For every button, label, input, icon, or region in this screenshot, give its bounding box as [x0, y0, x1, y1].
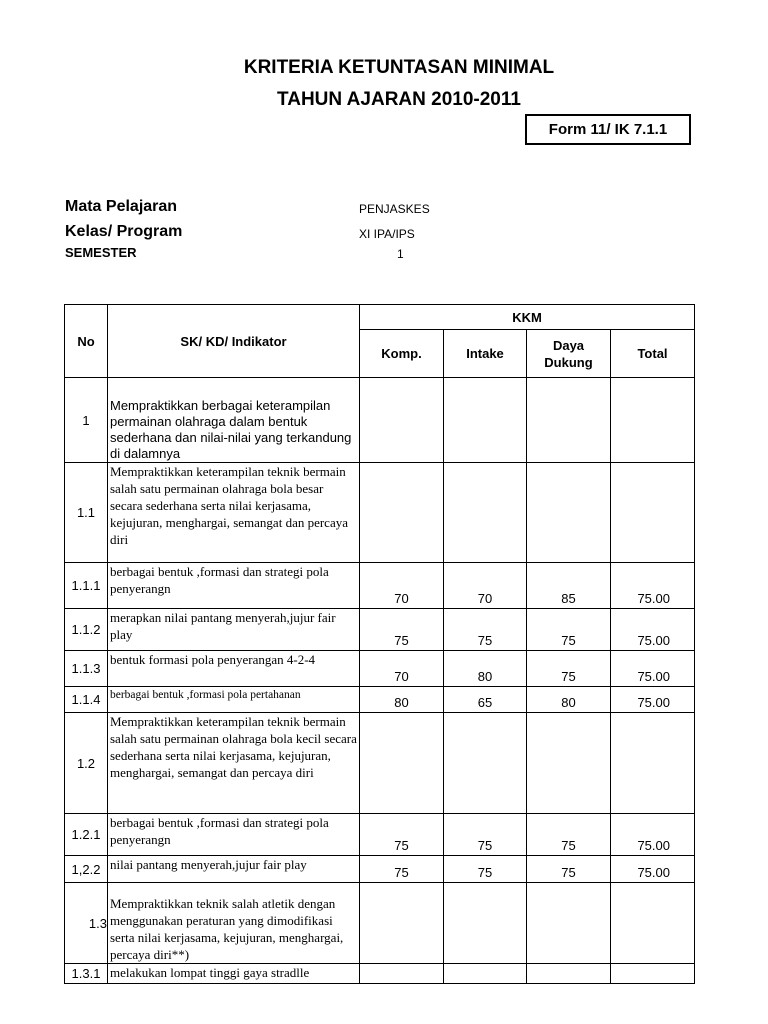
row-no: 1.1.1 [65, 563, 108, 609]
table-row [65, 856, 695, 883]
row-desc: Mempraktikkan berbagai keterampilan permainan olahraga dalam bentuk sederhana dan nilai-nilai yang terkandung di dalamnya [108, 378, 360, 463]
row-desc: merapkan nilai pantang menyerah,jujur fair play [108, 609, 360, 651]
row-intake: 80 [444, 651, 527, 687]
header-daya-dukung [527, 330, 611, 378]
row-komp: 80 [360, 687, 444, 713]
row-total: 75.00 [611, 651, 695, 687]
row-total [611, 463, 695, 563]
row-daya: 80 [527, 687, 611, 713]
table-row [65, 651, 695, 687]
row-daya: 75 [527, 651, 611, 687]
row-desc: Mempraktikkan keterampilan teknik bermain salah satu permainan olahraga bola besar secara sederhana serta nilai kerjasama, kejujuran, menghargai, semangat dan percaya diri [108, 463, 360, 563]
row-daya [527, 378, 611, 463]
row-no: 1.3 [65, 883, 108, 964]
row-desc: berbagai bentuk ,formasi dan strategi pola penyerangn [108, 563, 360, 609]
header-daya-line2: Dukung [544, 354, 593, 370]
row-komp: 75 [360, 609, 444, 651]
row-daya [527, 883, 611, 964]
row-total [611, 713, 695, 814]
table-row [65, 883, 695, 964]
header-intake: Intake [444, 330, 527, 378]
row-intake [444, 964, 527, 984]
row-daya: 75 [527, 609, 611, 651]
semester-value: 1 [397, 247, 404, 261]
row-komp: 70 [360, 651, 444, 687]
row-intake: 65 [444, 687, 527, 713]
row-total [611, 883, 695, 964]
header-total: Total [611, 330, 695, 378]
row-intake: 75 [444, 609, 527, 651]
row-daya [527, 964, 611, 984]
row-desc: Mempraktikkan teknik salah atletik dengan menggunakan peraturan yang dimodifikasi serta nilai kerjasama, kejujuran, menghargai, percaya diri**) [108, 883, 360, 964]
row-no: 1.1.2 [65, 609, 108, 651]
table-row [65, 964, 695, 984]
table-row [65, 378, 695, 463]
row-total [611, 378, 695, 463]
row-no: 1 [65, 378, 108, 463]
header-komp: Komp. [360, 330, 444, 378]
row-komp [360, 463, 444, 563]
kkm-table [64, 304, 695, 984]
header-daya-line1: Daya [552, 337, 585, 353]
row-intake: 75 [444, 814, 527, 856]
row-desc: melakukan lompat tinggi gaya stradlle [108, 964, 360, 984]
row-komp [360, 964, 444, 984]
class-label: Kelas/ Program [65, 223, 183, 240]
table-row [65, 563, 695, 609]
row-komp: 70 [360, 563, 444, 609]
row-daya: 85 [527, 563, 611, 609]
row-total: 75.00 [611, 687, 695, 713]
table-row [65, 609, 695, 651]
row-daya [527, 713, 611, 814]
row-no: 1.1.3 [65, 651, 108, 687]
row-total: 75.00 [611, 563, 695, 609]
row-total: 75.00 [611, 856, 695, 883]
row-intake [444, 883, 527, 964]
row-daya: 75 [527, 856, 611, 883]
row-desc: berbagai bentuk ,formasi dan strategi pola penyerangn [108, 814, 360, 856]
row-komp [360, 713, 444, 814]
form-code-box: Form 11/ IK 7.1.1 [525, 114, 691, 145]
row-komp: 75 [360, 856, 444, 883]
row-intake [444, 378, 527, 463]
row-intake: 75 [444, 856, 527, 883]
header-indicator: SK/ KD/ Indikator [108, 305, 360, 378]
row-daya [527, 463, 611, 563]
row-total [611, 964, 695, 984]
semester-label: SEMESTER [65, 245, 137, 260]
row-no: 1.1.4 [65, 687, 108, 713]
row-desc: berbagai bentuk ,formasi pola pertahanan [108, 687, 360, 713]
table-row [65, 713, 695, 814]
document-title: KRITERIA KETUNTASAN MINIMAL [243, 57, 555, 78]
subject-value: PENJASKES [359, 202, 430, 216]
row-intake: 70 [444, 563, 527, 609]
table-row [65, 463, 695, 563]
row-komp [360, 378, 444, 463]
row-no: 1.3.1 [65, 964, 108, 984]
row-komp: 75 [360, 814, 444, 856]
subject-label: Mata Pelajaran [65, 198, 178, 215]
row-desc: nilai pantang menyerah,jujur fair play [108, 856, 360, 883]
row-no: 1,2.2 [65, 856, 108, 883]
row-intake [444, 713, 527, 814]
header-kkm: KKM [360, 305, 695, 330]
header-no: No [65, 305, 108, 378]
row-total: 75.00 [611, 814, 695, 856]
row-intake [444, 463, 527, 563]
row-no: 1.1 [65, 463, 108, 563]
row-desc: Mempraktikkan keterampilan teknik bermain salah satu permainan olahraga bola kecil secara sederhana serta nilai kerjasama, kejujuran, menghargai, semangat dan percaya diri [108, 713, 360, 814]
row-no: 1.2.1 [65, 814, 108, 856]
row-desc: bentuk formasi pola penyerangan 4-2-4 [108, 651, 360, 687]
row-daya: 75 [527, 814, 611, 856]
row-total: 75.00 [611, 609, 695, 651]
academic-year-title: TAHUN AJARAN 2010-2011 [277, 89, 521, 110]
table-row [65, 814, 695, 856]
row-no: 1.2 [65, 713, 108, 814]
table-row [65, 687, 695, 713]
row-komp [360, 883, 444, 964]
class-value: XI IPA/IPS [359, 227, 415, 241]
